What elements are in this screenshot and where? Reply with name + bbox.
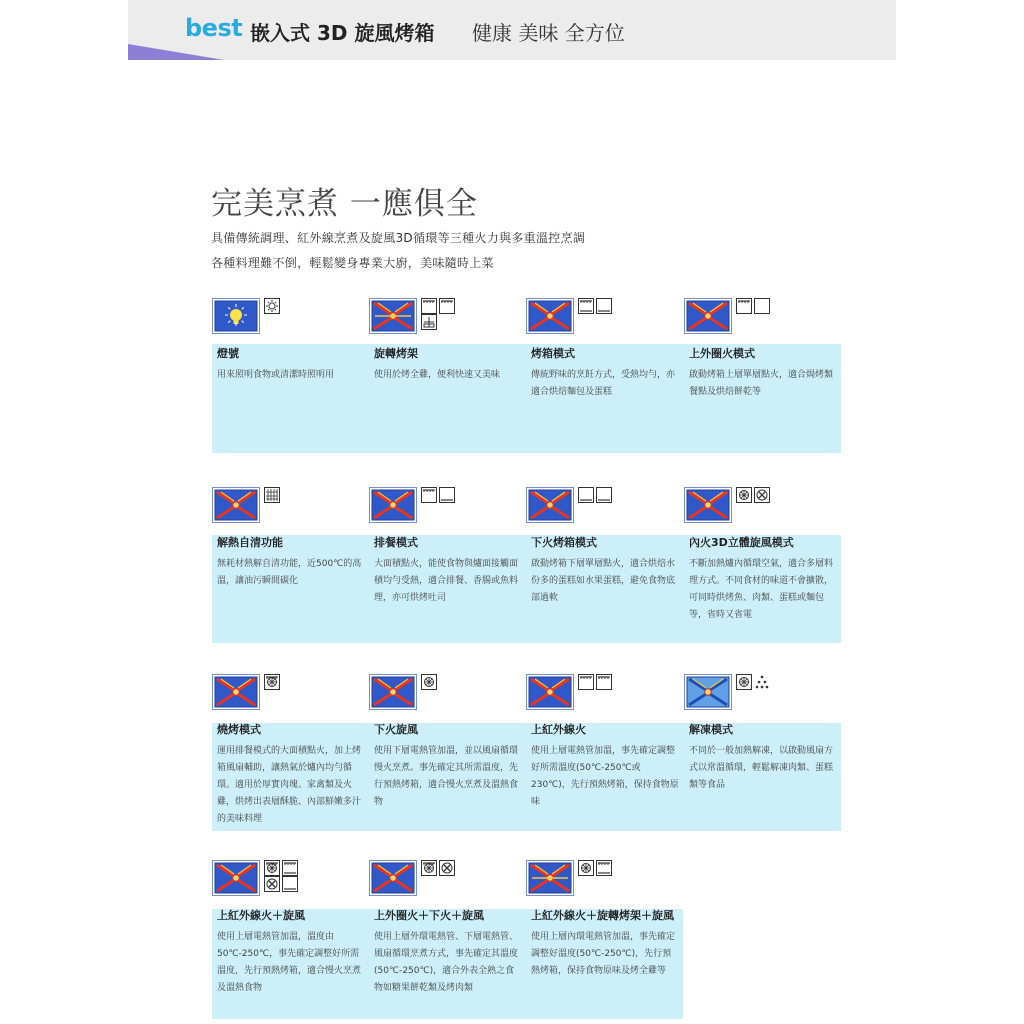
mode-name: 內火3D立體旋風模式 (689, 536, 794, 549)
mode-name: 解熱自清功能 (217, 536, 283, 549)
oven-diagram-icon (369, 298, 417, 334)
mode-description: 運用排餐模式的大面積點火，加上烤箱風扇輔助，讓熱氣於爐內均勻循環。適用於厚實肉塊、家禽類及火雞，烘烤出表層酥脆、內部鮮嫩多汁的美味料理 (217, 746, 362, 824)
mode-description: 傳統野味的烹飪方式，受熱均勻，亦適合烘焙麵包及蛋糕 (531, 370, 676, 397)
mode-description: 使用上層電熱管加溫，溫度由50℃-250℃，事先確定調整好所需溫度，先行預熱烤箱，適合慢火烹煮及溫熱食物 (217, 932, 362, 993)
mode-description: 使用下層電熱管加溫，並以風扇循環慢火烹煮。事先確定其所需溫度，先行預熱烤箱，適合慢火烹煮及溫熱食物 (374, 746, 519, 807)
top-outer-heat-icon (736, 298, 776, 314)
mode-name: 燒烤模式 (217, 723, 261, 736)
self-clean-icon (264, 487, 304, 503)
oven-diagram-icon (369, 674, 417, 710)
mode-description: 使用於烤全雞，便利快速又美味 (374, 370, 501, 380)
mode-name: 旋轉烤架 (374, 347, 418, 360)
mode-description: 使用上層外環電熱管、下層電熱管、風扇循環烹煮方式，事先確定其溫度(50℃-250℃)，適合外表全熟之食物如糖果餅乾類及烤肉類 (374, 932, 519, 993)
mode-name: 烤箱模式 (531, 347, 575, 360)
oven-diagram-icon (212, 298, 260, 334)
mode-name: 上紅外線火 (531, 723, 586, 736)
oven-diagram-icon (526, 674, 574, 710)
oven-diagram-icon (369, 860, 417, 896)
infrared-rotisserie-fan-icon (578, 860, 618, 876)
mode-description: 不斷加熱爐內循環空氣，適合多層料理方式。不同食材的味道不會擴散，可同時烘烤魚、肉類、蛋糕或麵包等，省時又省電 (689, 559, 834, 620)
mode-description: 不同於一般加熱解凍，以啟動風扇方式以常溫循環，輕鬆解凍肉類、蛋糕類等食品 (689, 746, 834, 790)
bottom-heat-icon (578, 487, 618, 503)
oven-diagram-icon (526, 860, 574, 896)
page-headline: 完美烹煮 一應俱全 (211, 186, 478, 222)
mode-name: 排餐模式 (374, 536, 418, 549)
product-slogan: 健康 美味 全方位 (472, 21, 625, 45)
grill-icon (421, 487, 461, 503)
mode-description: 無耗材熱解自清功能，近500℃的高溫，讓油污瞬間碳化 (217, 559, 362, 586)
oven-diagram-icon (684, 674, 732, 710)
intro-line-2: 各種料理難不倒，輕鬆變身專業大廚，美味隨時上菜 (211, 256, 494, 270)
oven-diagram-icon (526, 298, 574, 334)
mode-name: 上外圈火＋下火＋旋風 (374, 909, 484, 922)
oven-diagram-icon (212, 487, 260, 523)
mode-name: 燈號 (217, 347, 239, 360)
mode-name: 解凍模式 (689, 723, 733, 736)
header-banner (128, 0, 896, 60)
mode-description: 啟動烤箱下層單層點火，適合烘焙水份多的蛋糕如水果蛋糕，避免食物底部過軟 (531, 559, 676, 603)
mode-description: 用來照明食物或清潔時照明用 (217, 370, 335, 380)
bottom-fan-icon (421, 674, 461, 690)
top-bottom-heat-icon (578, 298, 618, 314)
oven-diagram-icon (369, 487, 417, 523)
infrared-fan-icon (264, 860, 304, 892)
mode-name: 下火烤箱模式 (531, 536, 597, 549)
lamp-icon (264, 298, 304, 314)
brand-logo: best (185, 14, 243, 42)
defrost-icon (736, 674, 776, 690)
oven-diagram-icon (684, 298, 732, 334)
oven-diagram-icon (526, 487, 574, 523)
oven-diagram-icon (212, 860, 260, 896)
mode-description: 大面積點火，能使食物與爐面接觸面積均勻受熱，適合排餐、香腸或魚料理，亦可烘烤吐司 (374, 559, 519, 603)
mode-name: 上紅外線火＋旋風 (217, 909, 305, 922)
oven-diagram-icon (684, 487, 732, 523)
purple-wedge-decoration (128, 44, 224, 60)
outer-bottom-fan-icon (421, 860, 461, 876)
mode-description: 啟動烤箱上層單層點火，適合焗烤類餐點及烘焙餅乾等 (689, 370, 834, 397)
rotisserie-icon (421, 298, 461, 330)
product-title: 嵌入式 3D 旋風烤箱 (250, 21, 435, 45)
top-infrared-icon (578, 674, 618, 690)
oven-diagram-icon (212, 674, 260, 710)
mode-description: 使用上層電熱管加溫，事先確定調整好所需溫度(50℃-250℃或230℃)，先行預熱烤箱，保持食物原味 (531, 746, 679, 807)
mode-name: 下火旋風 (374, 723, 418, 736)
intro-line-1: 具備傳統調理、紅外線烹煮及旋風3D循環等三種火力與多重溫控烹調 (211, 231, 586, 245)
mode-name: 上紅外線火＋旋轉烤架＋旋風 (531, 909, 674, 922)
mode-description: 使用上層內環電熱管加溫，事先確定調整好溫度(50℃-250℃)，先行預熱烤箱，保持食物原味及烤全雞等 (531, 932, 676, 976)
grill-fan-icon (264, 674, 304, 690)
fan-3d-icon (736, 487, 776, 503)
mode-name: 上外圈火模式 (689, 347, 755, 360)
